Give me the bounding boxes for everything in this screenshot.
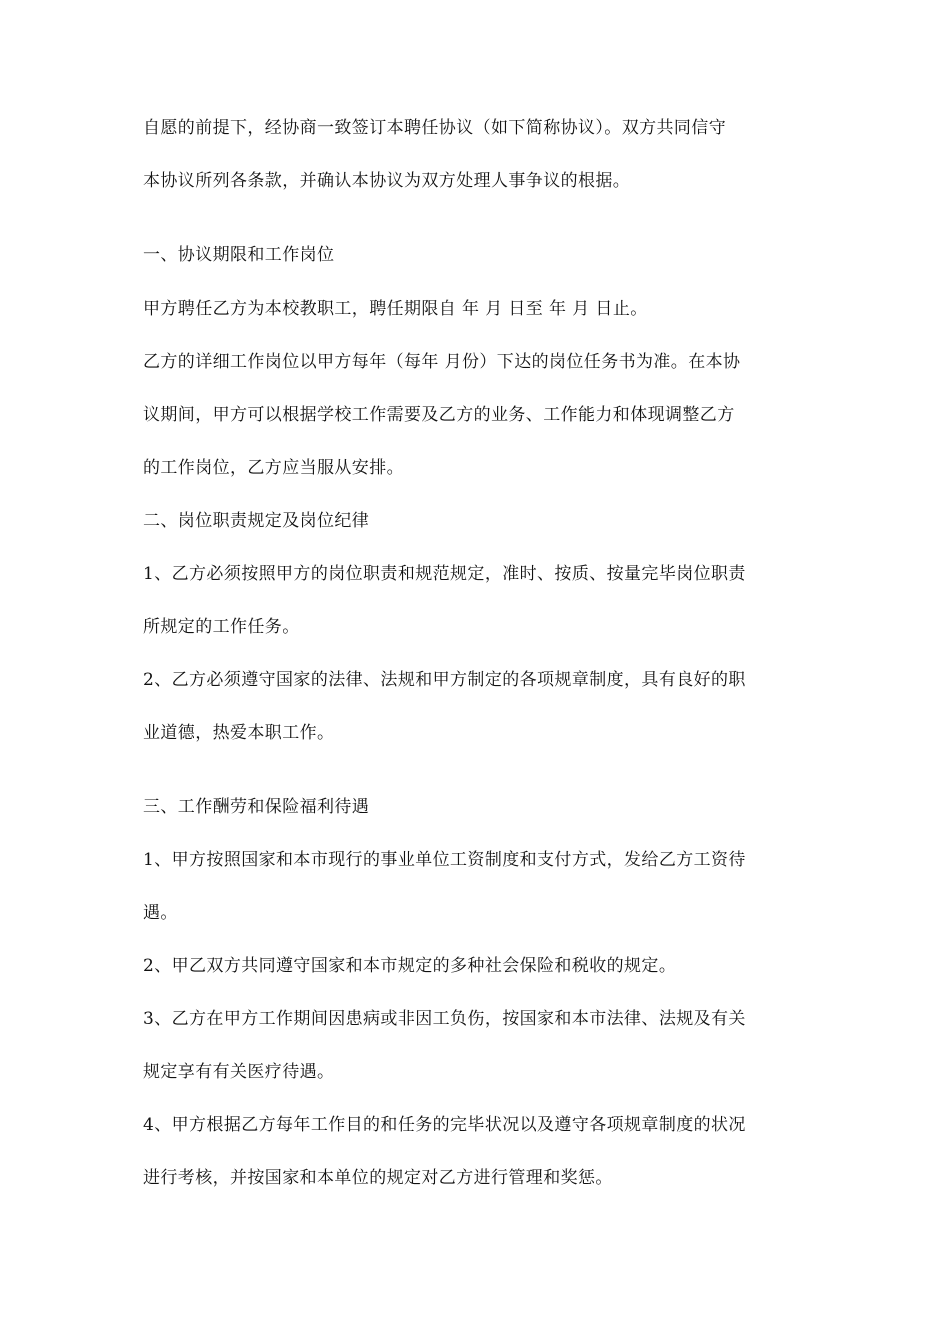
paragraph-line: 甲方聘任乙方为本校教职工，聘任期限自 年 月 日至 年 月 日止。 [143, 299, 648, 319]
paragraph-line: 3、乙方在甲方工作期间因患病或非因工负伤，按国家和本市法律、法规及有关 [143, 1009, 746, 1029]
paragraph-line: 本协议所列各条款，并确认本协议为双方处理人事争议的根据。 [143, 171, 631, 191]
section-heading: 一、协议期限和工作岗位 [143, 245, 335, 265]
paragraph-line: 2、甲乙双方共同遵守国家和本市规定的多种社会保险和税收的规定。 [143, 956, 677, 976]
paragraph-line: 规定享有有关医疗待遇。 [143, 1062, 335, 1082]
paragraph-line: 1、乙方必须按照甲方的岗位职责和规范规定，准时、按质、按量完毕岗位职责 [143, 564, 746, 584]
section-heading: 二、岗位职责规定及岗位纪律 [143, 511, 370, 531]
paragraph-line: 进行考核，并按国家和本单位的规定对乙方进行管理和奖惩。 [143, 1168, 613, 1188]
paragraph-line: 1、甲方按照国家和本市现行的事业单位工资制度和支付方式，发给乙方工资待 [143, 850, 746, 870]
paragraph-line: 议期间，甲方可以根据学校工作需要及乙方的业务、工作能力和体现调整乙方 [143, 405, 735, 425]
paragraph-line: 乙方的详细工作岗位以甲方每年（每年 月份）下达的岗位任务书为准。在本协 [143, 352, 741, 372]
paragraph-line: 所规定的工作任务。 [143, 617, 300, 637]
paragraph-line: 2、乙方必须遵守国家的法律、法规和甲方制定的各项规章制度，具有良好的职 [143, 670, 746, 690]
paragraph-line: 的工作岗位，乙方应当服从安排。 [143, 458, 404, 478]
paragraph-line: 自愿的前提下，经协商一致签订本聘任协议（如下简称协议）。双方共同信守 [143, 118, 727, 138]
paragraph-line: 4、甲方根据乙方每年工作目的和任务的完毕状况以及遵守各项规章制度的状况 [143, 1115, 746, 1135]
paragraph-line: 业道德，热爱本职工作。 [143, 723, 335, 743]
section-heading: 三、工作酬劳和保险福利待遇 [143, 797, 370, 817]
paragraph-line: 遇。 [143, 903, 178, 923]
